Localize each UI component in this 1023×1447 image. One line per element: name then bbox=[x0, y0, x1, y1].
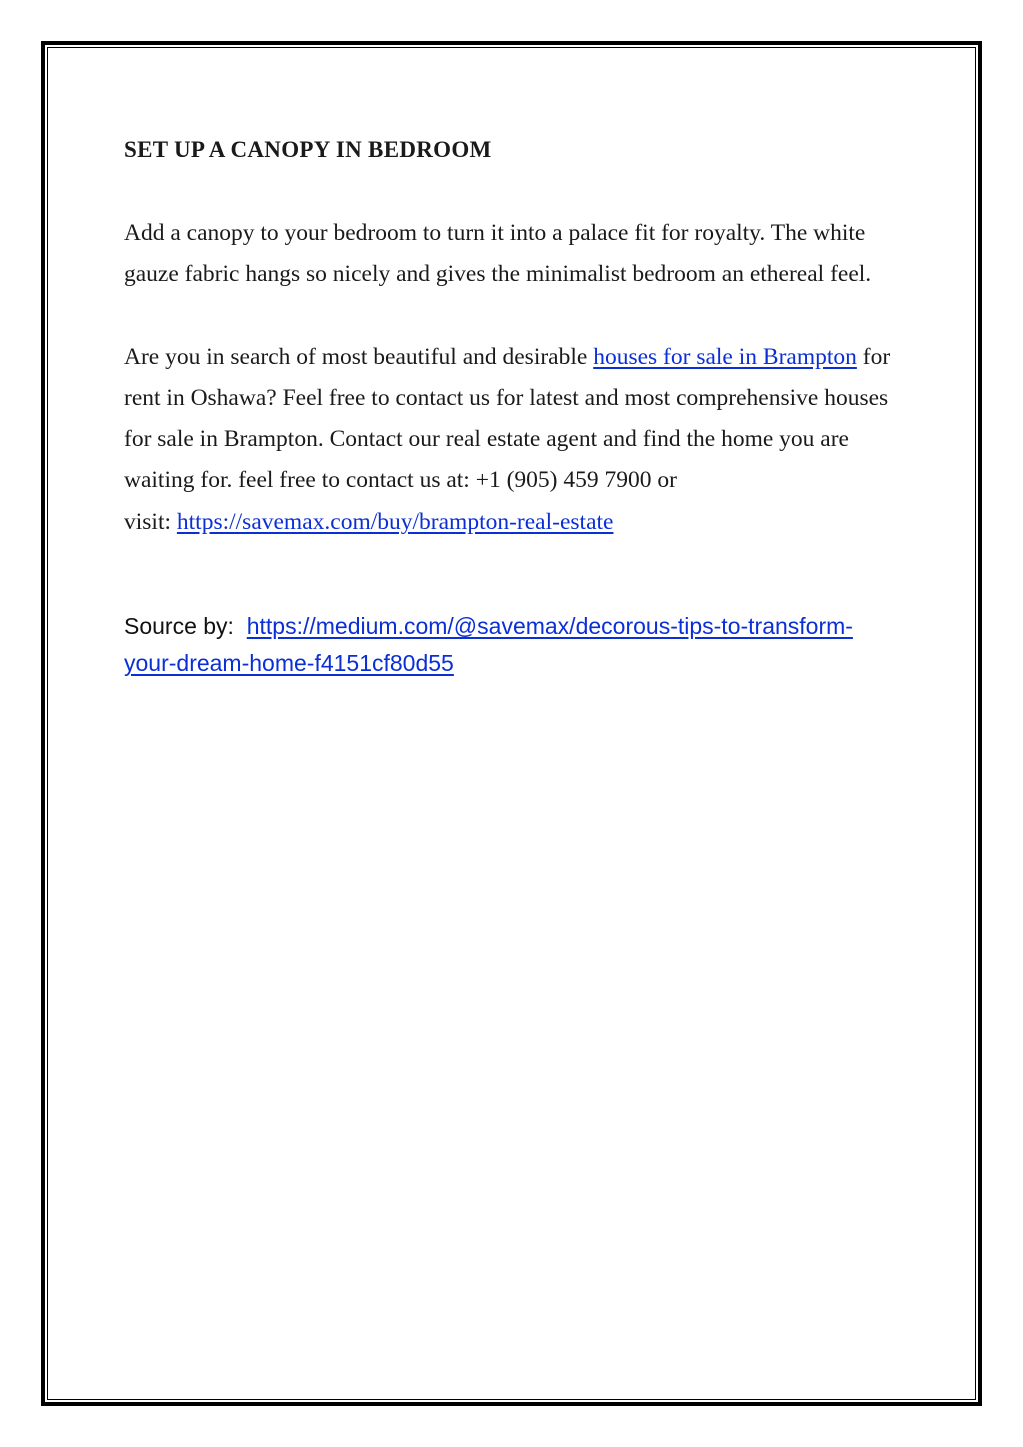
paragraph-canopy: Add a canopy to your bedroom to turn it into a palace fit for royalty. The white gauze fabric hangs so nicely and gives the minimalist bedroom an ethereal feel. bbox=[124, 220, 872, 288]
page-title: SET UP A CANOPY IN BEDROOM bbox=[124, 137, 492, 162]
source-line bbox=[124, 608, 904, 682]
source-label: Source by: bbox=[124, 613, 247, 640]
savemax-brampton-link[interactable]: https://savemax.com/buy/brampton-real-estate bbox=[176, 508, 614, 535]
paragraph-text-before-link: Are you in search of most beautiful and desirable bbox=[124, 343, 594, 370]
medium-source-link[interactable]: https://medium.com/@savemax/decorous-tips-to-transform-your-dream-home-f4151cf80d55 bbox=[124, 613, 853, 677]
visit-label: visit: bbox=[124, 508, 177, 535]
document-content bbox=[124, 132, 904, 682]
paragraph-text-after-link: for rent in Oshawa? Feel free to contact us for latest and most comprehensive houses for sale in Brampton. Contact our real estate agent and find the home you are waiting for. feel free to contact us at: +1 (905) 459 7900 or bbox=[124, 343, 891, 494]
houses-for-sale-link[interactable]: houses for sale in Brampton bbox=[593, 343, 857, 370]
paragraph-contact bbox=[124, 337, 904, 543]
